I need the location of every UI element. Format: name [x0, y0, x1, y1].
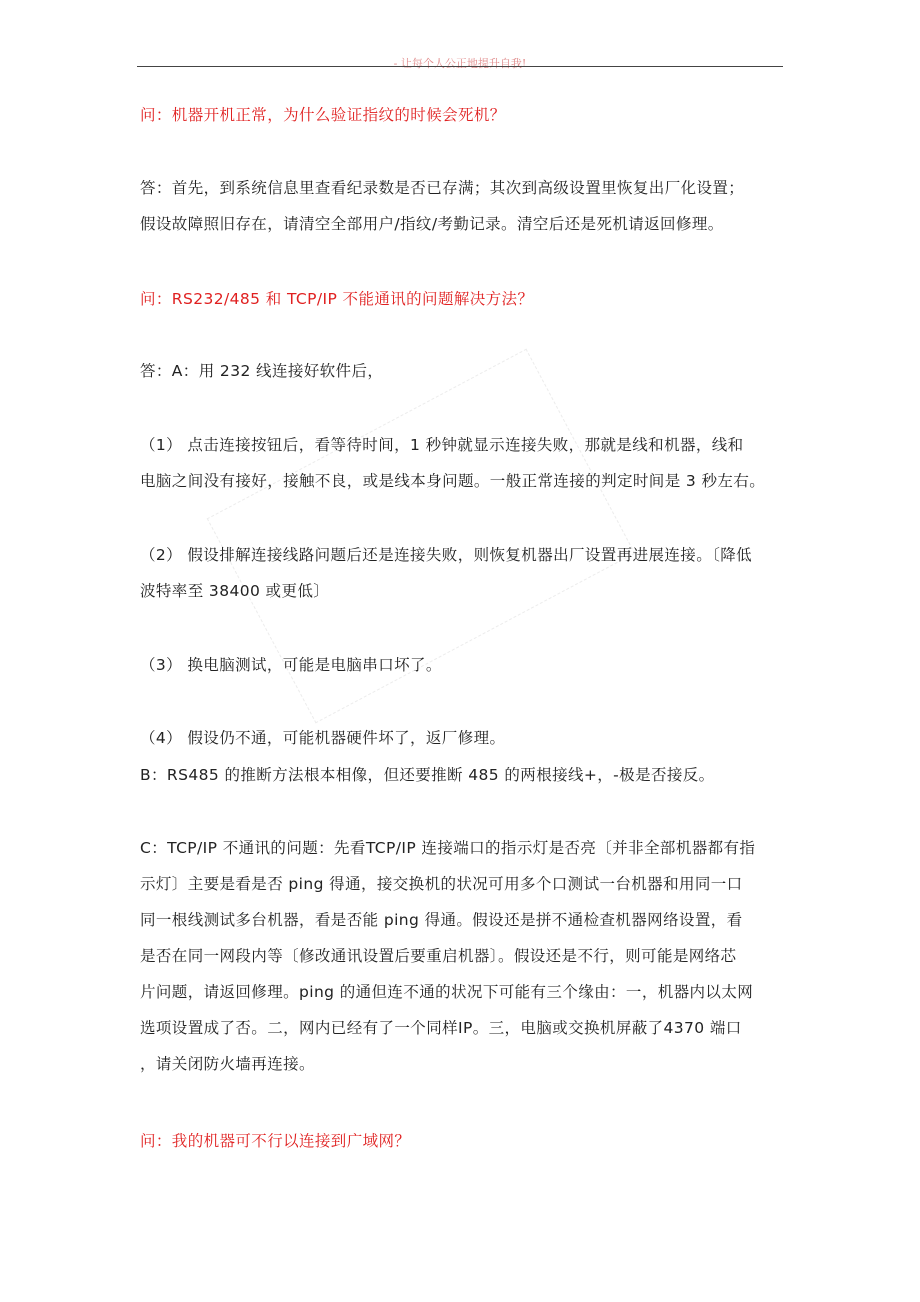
point-1-line-1: （1） 点击连接按钮后，看等待时间，1 秒钟就显示连接失败，那就是线和机器，线和	[140, 436, 744, 454]
answer-2-intro: 答：A：用 232 线连接好软件后，	[140, 362, 384, 380]
point-4: （4） 假设仍不通，可能机器硬件坏了，返厂修理。	[140, 729, 506, 747]
answer-b: B：RS485 的推断方法根本相像，但还要推断 485 的两根接线+，-极是否接反。	[140, 766, 715, 784]
answer-c-line-5: 片问题，请返回修理。ping 的通但连不通的状况下可能有三个缘由：一，机器内以太网	[140, 983, 754, 1001]
question-2: 问：RS232/485 和 TCP/IP 不能通讯的问题解决方法？	[140, 290, 534, 308]
point-2-line-2: 波特率至 38400 或更低〕	[140, 582, 330, 600]
answer-c	[140, 830, 788, 1082]
answer-1-line-1: 答：首先，到系统信息里查看纪录数是否已存满；其次到高级设置里恢复出厂化设置；	[140, 179, 745, 197]
question-3: 问：我的机器可不行以连接到广域网？	[140, 1132, 411, 1150]
answer-c-line-2: 示灯〕主要是看是否 ping 得通，接交换机的状况可用多个口测试一台机器和用同一口	[140, 875, 743, 893]
answer-c-line-7: ，请关闭防火墙再连接。	[140, 1055, 315, 1073]
answer-1-line-2: 假设故障照旧存在，请清空全部用户/指纹/考勤记录。清空后还是死机请返回修理。	[140, 215, 724, 233]
answer-c-line-1: C：TCP/IP 不通讯的问题：先看TCP/IP 连接端口的指示灯是否亮〔并非全部机器都有指	[140, 839, 756, 857]
answer-c-line-4: 是否在同一网段内等〔修改通讯设置后要重启机器〕。假设还是不行，则可能是网络芯	[140, 947, 737, 965]
point-2-line-1: （2） 假设排解连接线路问题后还是连接失败，则恢复机器出厂设置再进展连接。〔降低	[140, 546, 753, 564]
point-3: （3） 换电脑测试，可能是电脑串口坏了。	[140, 656, 442, 674]
point-1-line-2: 电脑之间没有接好，接触不良，或是线本身问题。一般正常连接的判定时间是 3 秒左右。	[140, 472, 766, 490]
header-slogan: - 让每个人公正地提升自我!	[393, 57, 527, 70]
answer-c-line-3: 同一根线测试多台机器，看是否能 ping 得通。假设还是拼不通检查机器网络设置，看	[140, 911, 743, 929]
header-divider	[137, 66, 783, 67]
answer-c-line-6: 选项设置成了否。二，网内已经有了一个同样IP。三，电脑或交换机屏蔽了4370 端口	[140, 1019, 742, 1037]
question-1: 问：机器开机正常，为什么验证指纹的时候会死机？	[140, 106, 506, 124]
point-1	[140, 427, 788, 499]
point-2	[140, 537, 788, 609]
answer-1	[140, 170, 788, 242]
